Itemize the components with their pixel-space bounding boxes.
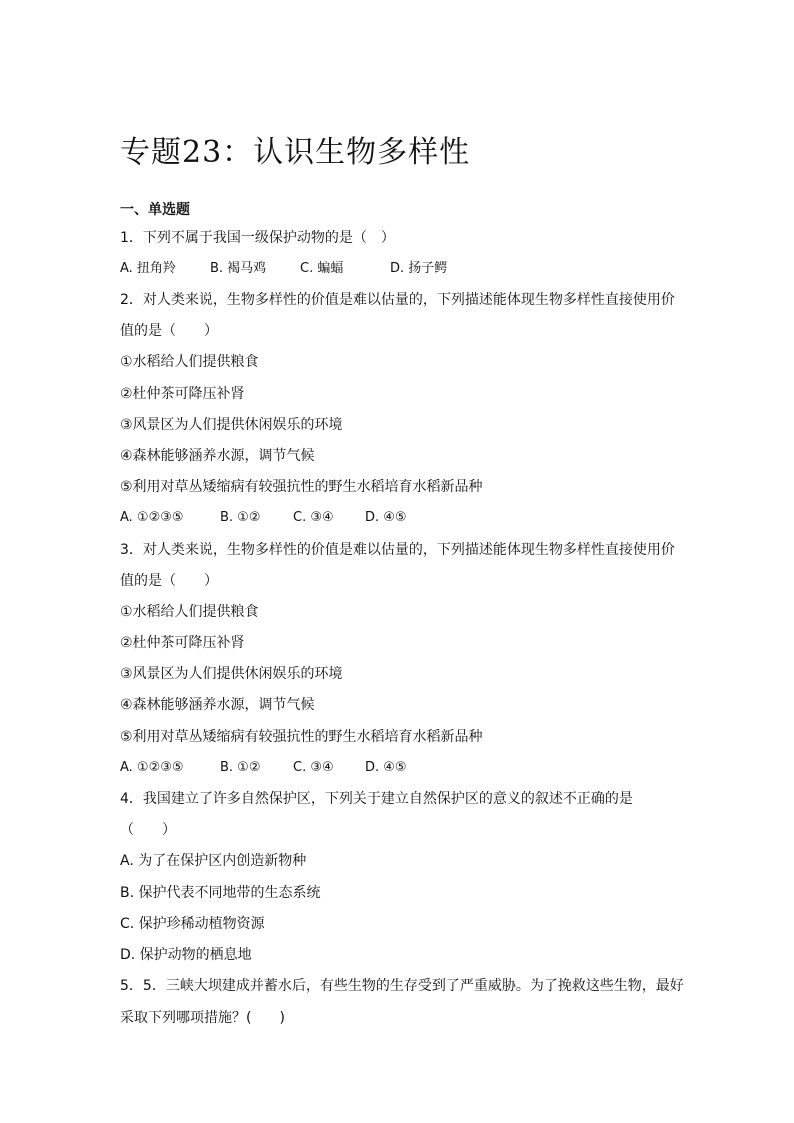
question-3-stem-line-2: 值的是（ ） [120, 573, 218, 589]
question-2-options [120, 508, 407, 528]
question-2-stem-line-2: 值的是（ ） [120, 323, 218, 339]
section-heading: 一、单选题 [120, 202, 190, 218]
question-3-options [120, 758, 407, 778]
q1-option-b: B. 褐马鸡 [210, 261, 267, 276]
q4-option-c: C. 保护珍稀动植物资源 [120, 916, 265, 932]
page-title: 专题23：认识生物多样性 [120, 135, 471, 170]
question-3-item: ④森林能够涵养水源，调节气候 [120, 697, 315, 713]
q3-option-a: A. ①②③⑤ [120, 760, 184, 775]
question-4-stem-line-1: 4．我国建立了许多自然保护区，下列关于建立自然保护区的意义的叙述不正确的是 [120, 791, 633, 807]
q4-option-a: A. 为了在保护区内创造新物种 [120, 853, 307, 869]
question-3-item: ③风景区为人们提供休闲娱乐的环境 [120, 666, 343, 682]
question-3-item: ⑤利用对草丛矮缩病有较强抗性的野生水稻培育水稻新品种 [120, 729, 483, 745]
q2-option-a: A. ①②③⑤ [120, 510, 184, 525]
question-3-stem-line-1: 3．对人类来说，生物多样性的价值是难以估量的，下列描述能体现生物多样性直接使用价 [120, 542, 675, 558]
question-4-stem-line-2: （ ） [120, 822, 176, 838]
question-2-item: ①水稻给人们提供粮食 [120, 354, 259, 370]
q1-option-c: C. 蝙蝠 [300, 261, 344, 276]
q1-option-d: D. 扬子鳄 [390, 261, 448, 276]
q1-option-a: A. 扭角羚 [120, 261, 176, 276]
question-3-item: ①水稻给人们提供粮食 [120, 604, 259, 620]
question-5-stem-line-1: 5．5．三峡大坝建成并蓄水后，有些生物的生存受到了严重威胁。为了挽救这些生物，最好 [120, 978, 684, 994]
question-5-stem-line-2: 采取下列哪项措施？( ) [120, 1010, 285, 1026]
q4-option-d: D. 保护动物的栖息地 [120, 947, 252, 963]
q3-option-c: C. ③④ [293, 760, 334, 775]
q3-option-d: D. ④⑤ [365, 760, 407, 775]
question-1-options [120, 259, 447, 279]
q4-option-b: B. 保护代表不同地带的生态系统 [120, 885, 321, 901]
q2-option-d: D. ④⑤ [365, 510, 407, 525]
question-2-stem-line-1: 2．对人类来说，生物多样性的价值是难以估量的，下列描述能体现生物多样性直接使用价 [120, 292, 675, 308]
question-3-item: ②杜仲茶可降压补肾 [120, 635, 245, 651]
question-2-item: ②杜仲茶可降压补肾 [120, 386, 245, 402]
q2-option-b: B. ①② [220, 510, 261, 525]
question-2-item: ⑤利用对草丛矮缩病有较强抗性的野生水稻培育水稻新品种 [120, 479, 483, 495]
q3-option-b: B. ①② [220, 760, 261, 775]
question-2-item: ④森林能够涵养水源，调节气候 [120, 448, 315, 464]
question-1-stem: 1．下列不属于我国一级保护动物的是（ ） [120, 230, 395, 246]
question-2-item: ③风景区为人们提供休闲娱乐的环境 [120, 417, 343, 433]
q2-option-c: C. ③④ [293, 510, 334, 525]
